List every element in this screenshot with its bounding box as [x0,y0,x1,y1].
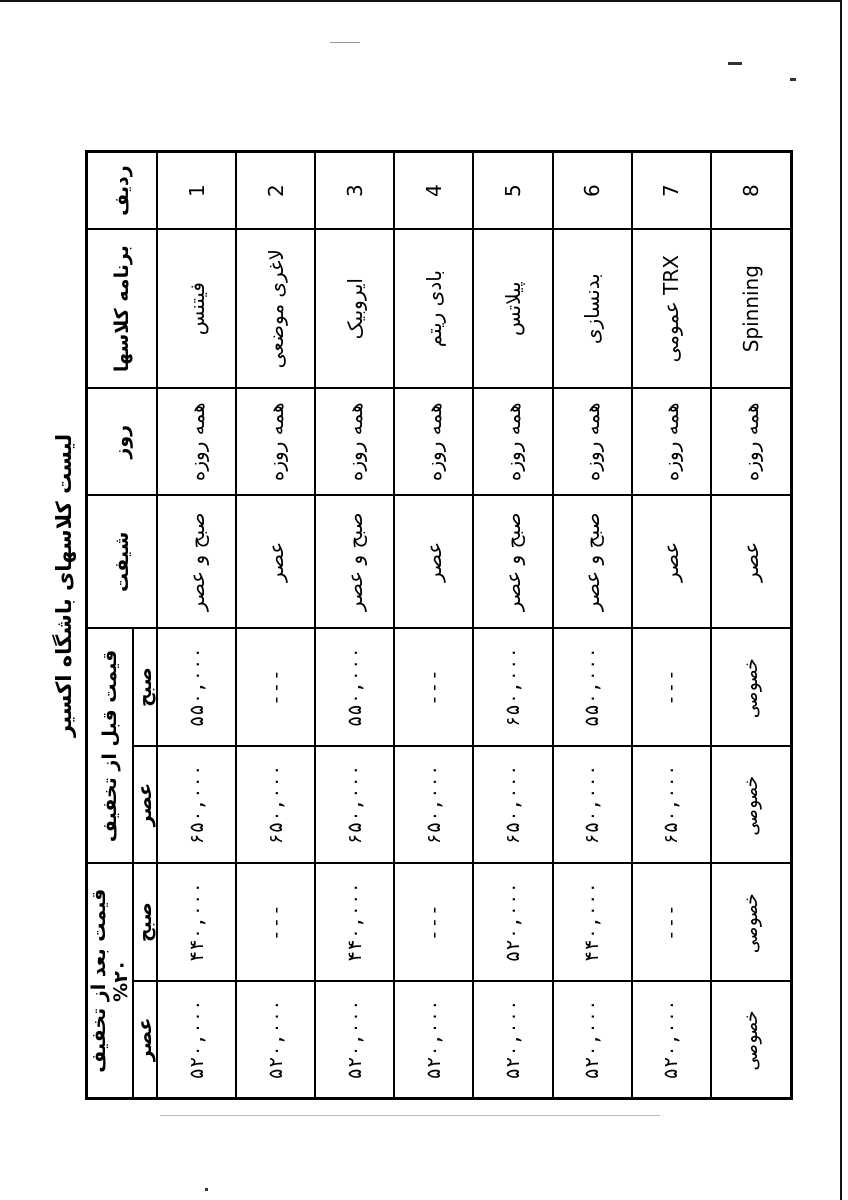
cell-radif: 8 [711,152,792,230]
cell-shift: صبح و عصر [473,495,552,628]
cell-shift: صبح و عصر [315,495,394,628]
table-row [473,152,552,1099]
header-program: برنامه کلاسها [87,229,158,388]
cell-program: فیتنس [157,229,236,388]
cell-after-morning: --- [632,863,711,981]
cell-before-morning: ۵۵۰,۰۰۰ [157,628,236,746]
cell-shift: عصر [711,495,792,628]
cell-after-morning: --- [236,863,315,981]
cell-radif: 2 [236,152,315,230]
cell-before-morning: ۵۵۰,۰۰۰ [315,628,394,746]
scan-speck [205,1188,208,1191]
table-row [315,152,394,1099]
sub-header-afternoon: عصر [133,746,157,864]
page-edge-top [0,0,842,2]
cell-program: لاغری موضعی [236,229,315,388]
cell-after-afternoon: ۵۲۰,۰۰۰ [632,981,711,1099]
cell-program: ایروبیک [315,229,394,388]
cell-day: همه روزه [315,388,394,495]
table-row [632,152,711,1099]
cell-before-afternoon: ۶۵۰,۰۰۰ [157,746,236,864]
table-row [394,152,473,1099]
scan-speck [790,78,796,81]
cell-after-afternoon: ۵۲۰,۰۰۰ [315,981,394,1099]
cell-after-afternoon: ۵۲۰,۰۰۰ [394,981,473,1099]
sub-header-morning: صبح [133,863,157,981]
header-day: روز [87,388,158,495]
cell-after-morning: ۴۴۰,۰۰۰ [553,863,632,981]
table-row [553,152,632,1099]
cell-before-afternoon: ۶۵۰,۰۰۰ [394,746,473,864]
cell-day: همه روزه [711,388,792,495]
document-title: لیست کلاسهای باشگاه اکسیر [52,433,76,737]
cell-radif: 4 [394,152,473,230]
cell-day: همه روزه [473,388,552,495]
header-shift: شیفت [87,495,158,628]
cell-shift: صبح و عصر [157,495,236,628]
cell-radif: 6 [553,152,632,230]
sub-header-morning: صبح [133,628,157,746]
cell-after-morning: ۴۴۰,۰۰۰ [157,863,236,981]
header-radif: ردیف [87,152,158,230]
table-row [711,152,792,1099]
cell-day: همه روزه [157,388,236,495]
cell-after-morning: ۴۴۰,۰۰۰ [315,863,394,981]
cell-before-afternoon: خصوصی [711,746,792,864]
cell-after-afternoon: خصوصی [711,981,792,1099]
cell-day: همه روزه [394,388,473,495]
cell-program: بادی ریتم [394,229,473,388]
cell-after-afternoon: ۵۲۰,۰۰۰ [473,981,552,1099]
sub-header-afternoon: عصر [133,981,157,1099]
cell-program: بدنسازی [553,229,632,388]
cell-day: همه روزه [553,388,632,495]
rotated-document [85,100,793,1100]
table-row [236,152,315,1099]
cell-shift: عصر [236,495,315,628]
cell-before-morning: --- [394,628,473,746]
cell-shift: عصر [394,495,473,628]
cell-program: TRX عمومی [632,229,711,388]
cell-before-morning: خصوصی [711,628,792,746]
class-list-table [85,150,793,1100]
cell-before-afternoon: ۶۵۰,۰۰۰ [236,746,315,864]
page-edge-right [840,0,842,1200]
cell-before-afternoon: ۶۵۰,۰۰۰ [632,746,711,864]
cell-after-afternoon: ۵۲۰,۰۰۰ [236,981,315,1099]
cell-day: همه روزه [632,388,711,495]
header-price-before: قیمت قبل از تخفیف [87,628,134,863]
cell-after-afternoon: ۵۲۰,۰۰۰ [553,981,632,1099]
cell-before-morning: --- [632,628,711,746]
table-row [157,152,236,1099]
cell-radif: 7 [632,152,711,230]
cell-radif: 5 [473,152,552,230]
cell-before-morning: ۶۵۰,۰۰۰ [473,628,552,746]
header-price-after: قیمت بعد از تخفیف ۲۰% [87,863,134,1098]
cell-after-afternoon: ۵۲۰,۰۰۰ [157,981,236,1099]
cell-radif: 1 [157,152,236,230]
cell-before-morning: ۵۵۰,۰۰۰ [553,628,632,746]
cell-shift: عصر [632,495,711,628]
cell-before-afternoon: ۶۵۰,۰۰۰ [553,746,632,864]
cell-program: Spinning [711,229,792,388]
cell-after-morning: --- [394,863,473,981]
cell-after-morning: خصوصی [711,863,792,981]
cell-before-afternoon: ۶۵۰,۰۰۰ [473,746,552,864]
scan-speck [728,62,742,65]
cell-before-afternoon: ۶۵۰,۰۰۰ [315,746,394,864]
cell-program: پیلاتس [473,229,552,388]
cell-radif: 3 [315,152,394,230]
cell-shift: صبح و عصر [553,495,632,628]
cell-day: همه روزه [236,388,315,495]
cell-after-morning: ۵۲۰,۰۰۰ [473,863,552,981]
scan-speck [330,42,360,43]
scan-speck [160,1115,660,1116]
cell-before-morning: --- [236,628,315,746]
